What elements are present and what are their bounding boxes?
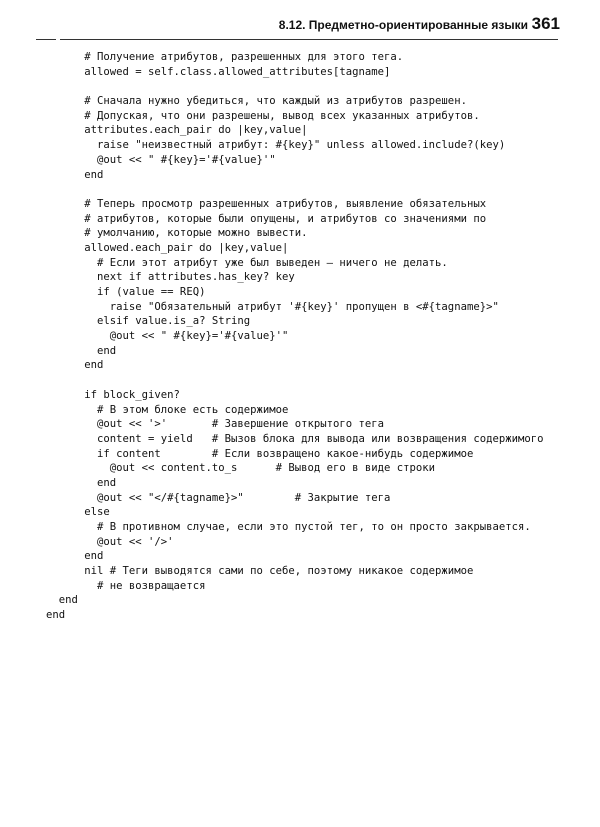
code-line: @out << " #{key}='#{value}'": [46, 330, 289, 343]
code-line: end: [46, 594, 78, 607]
code-line: end: [46, 359, 104, 372]
code-line: content = yield # Вызов блока для вывода или возвращения содержимого: [46, 432, 544, 445]
code-line: # Сначала нужно убедиться, что каждый из атрибутов разрешен.: [46, 95, 467, 108]
page-number: 361: [531, 14, 560, 33]
code-line: [46, 79, 543, 94]
code-line: raise "неизвестный атрибут: #{key}" unless allowed.include?(key): [46, 139, 506, 152]
code-line: @out << " #{key}='#{value}'": [46, 153, 276, 166]
code-line: if block_given?: [46, 388, 180, 401]
code-line: @out << content.to_s # Вывод его в виде строки: [46, 462, 436, 475]
code-line: @out << "</#{tagname}>" # Закрытие тега: [46, 491, 391, 504]
running-header-title: 8.12. Предметно-ориентированные языки: [278, 18, 528, 32]
code-line: # Теперь просмотр разрешенных атрибутов, выявление обязательных: [46, 197, 487, 210]
code-listing: [46, 50, 543, 623]
code-line: end: [46, 609, 66, 622]
code-line: # умолчанию, которые можно вывести.: [46, 227, 308, 240]
header-rule: [60, 39, 558, 40]
code-line: allowed.each_pair do |key,value|: [46, 241, 289, 254]
header-rule-short: [36, 39, 56, 40]
code-line: # атрибутов, которые были опущены, и атрибутов со значениями по: [46, 212, 487, 225]
code-line: # В противном случае, если это пустой тег, то он просто закрывается.: [46, 521, 531, 533]
code-line: next if attributes.has_key? key: [46, 271, 295, 284]
code-line: # Допуская, что они разрешены, вывод всех указанных атрибутов.: [46, 109, 480, 122]
code-line: # Получение атрибутов, разрешенных для этого тега.: [46, 51, 404, 63]
code-line: # В этом блоке есть содержимое: [46, 403, 289, 416]
code-line: allowed = self.class.allowed_attributes[tagname]: [46, 65, 391, 78]
code-line: if content # Если возвращено какое-нибудь содержимое: [46, 447, 474, 460]
code-line: # Если этот атрибут уже был выведен — ничего не делать.: [46, 256, 448, 269]
code-line: end: [46, 550, 104, 563]
code-line: end: [46, 476, 117, 489]
code-line: @out << '>' # Завершение открытого тега: [46, 418, 385, 431]
code-line: @out << '/>': [46, 535, 174, 548]
code-line: attributes.each_pair do |key,value|: [46, 124, 308, 137]
code-line: elsif value.is_a? String: [46, 315, 251, 328]
code-line: # не возвращается: [46, 579, 206, 592]
code-line: [46, 182, 543, 197]
code-line: raise "Обязательный атрибут '#{key}' пропущен в <#{tagname}>": [46, 300, 499, 313]
code-line: else: [46, 506, 110, 519]
code-line: nil # Теги выводятся сами по себе, поэтому никакое содержимое: [46, 565, 474, 578]
code-line: end: [46, 344, 117, 357]
code-line: end: [46, 168, 104, 181]
code-line: if (value == REQ): [46, 286, 206, 298]
code-line: [46, 373, 543, 388]
